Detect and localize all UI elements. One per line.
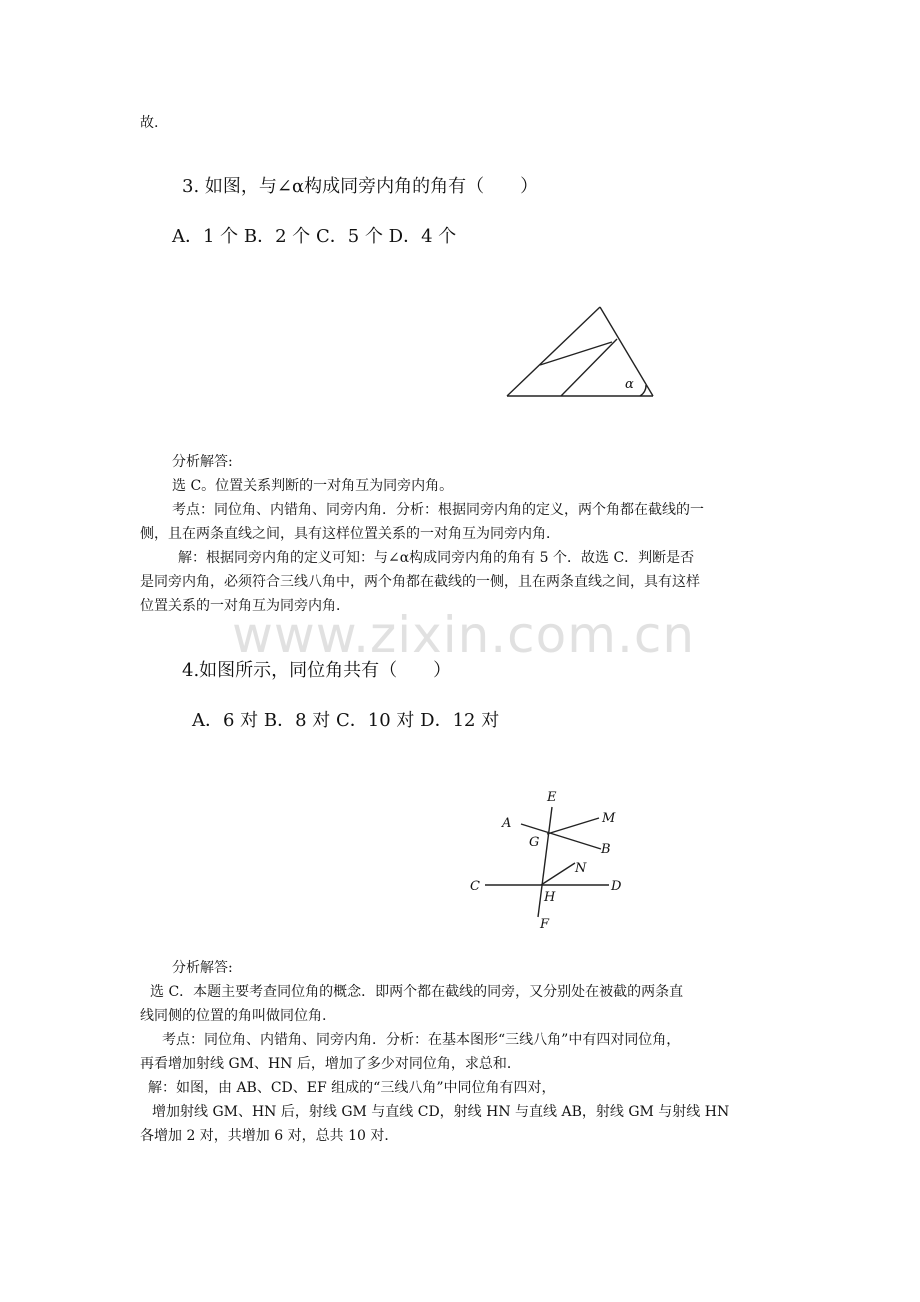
q3-solution-line-3: 位置关系的一对角互为同旁内角． bbox=[140, 598, 350, 614]
ray-gm bbox=[547, 818, 599, 834]
label-m: M bbox=[602, 811, 616, 826]
q4-answer-line-2: 线同侧的位置的角叫做同位角. bbox=[140, 1008, 327, 1024]
label-g: G bbox=[529, 835, 540, 850]
q4-kaodian-line-1: 考点：同位角、内错角、同旁内角．分析：在基本图形“三线八角”中有四对同位角， bbox=[162, 1032, 681, 1048]
q3-solution-line-1: 解：根据同旁内角的定义可知：与∠α构成同旁内角的角有 5 个．故选 C．判断是否 bbox=[178, 550, 695, 566]
question-3-text: 3. 如图，与∠α构成同旁内角的角有（ ） bbox=[182, 176, 539, 197]
question-4-figure bbox=[465, 785, 635, 935]
q4-answer-line-1: 选 C．本题主要考查同位角的概念．即两个都在截线的同旁，又分别处在被截的两条直 bbox=[150, 984, 684, 1000]
q3-kaodian-line-1: 考点：同位角、内错角、同旁内角．分析：根据同旁内角的定义，两个角都在截线的一 bbox=[172, 502, 704, 518]
q4-kaodian-line-2: 再看增加射线 GM、HN 后，增加了多少对同位角，求总和． bbox=[140, 1056, 521, 1072]
question-3-options: A．1 个 B．2 个 C．5 个 D．4 个 bbox=[172, 226, 457, 247]
label-n: N bbox=[575, 861, 587, 876]
question-4-options: A．6 对 B．8 对 C．10 对 D．12 对 bbox=[192, 710, 500, 731]
q3-solution-line-2: 是同旁内角，必须符合三线八角中，两个角都在截线的一侧，且在两条直线之间，具有这样 bbox=[140, 574, 700, 590]
q4-solution-line-1: 解：如图，由 AB、CD、EF 组成的“三线八角”中同位角有四对， bbox=[148, 1080, 556, 1096]
alpha-label: α bbox=[625, 377, 634, 392]
triangle-left-side bbox=[507, 307, 600, 396]
q4-solution-line-2: 增加射线 GM、HN 后，射线 GM 与直线 CD，射线 HN 与直线 AB，射线 GM 与射线 HN bbox=[152, 1104, 730, 1120]
label-e: E bbox=[547, 790, 557, 805]
question-3-figure bbox=[500, 300, 660, 402]
q3-analysis-title: 分析解答: bbox=[172, 454, 233, 470]
alpha-angle-arc bbox=[640, 385, 646, 396]
q3-kaodian-line-2: 侧，且在两条直线之间，具有这样位置关系的一对角互为同旁内角． bbox=[140, 526, 560, 542]
label-c: C bbox=[470, 879, 480, 894]
question-4-text: 4.如图所示，同位角共有（ ） bbox=[182, 660, 452, 681]
ray-hn bbox=[541, 863, 575, 885]
q4-analysis-title: 分析解答: bbox=[172, 960, 233, 976]
intro-line: 故. bbox=[140, 115, 159, 131]
label-f: F bbox=[540, 917, 550, 932]
label-a: A bbox=[502, 816, 512, 831]
q4-solution-line-3: 各增加 2 对，共增加 6 对，总共 10 对． bbox=[140, 1128, 399, 1144]
inner-parallel-line bbox=[561, 339, 617, 396]
label-b: B bbox=[601, 842, 611, 857]
label-d: D bbox=[611, 879, 622, 894]
watermark: www.zixin.com.cn bbox=[232, 606, 696, 664]
label-h: H bbox=[544, 890, 556, 905]
q3-answer: 选 C。位置关系判断的一对角互为同旁内角。 bbox=[172, 478, 454, 494]
